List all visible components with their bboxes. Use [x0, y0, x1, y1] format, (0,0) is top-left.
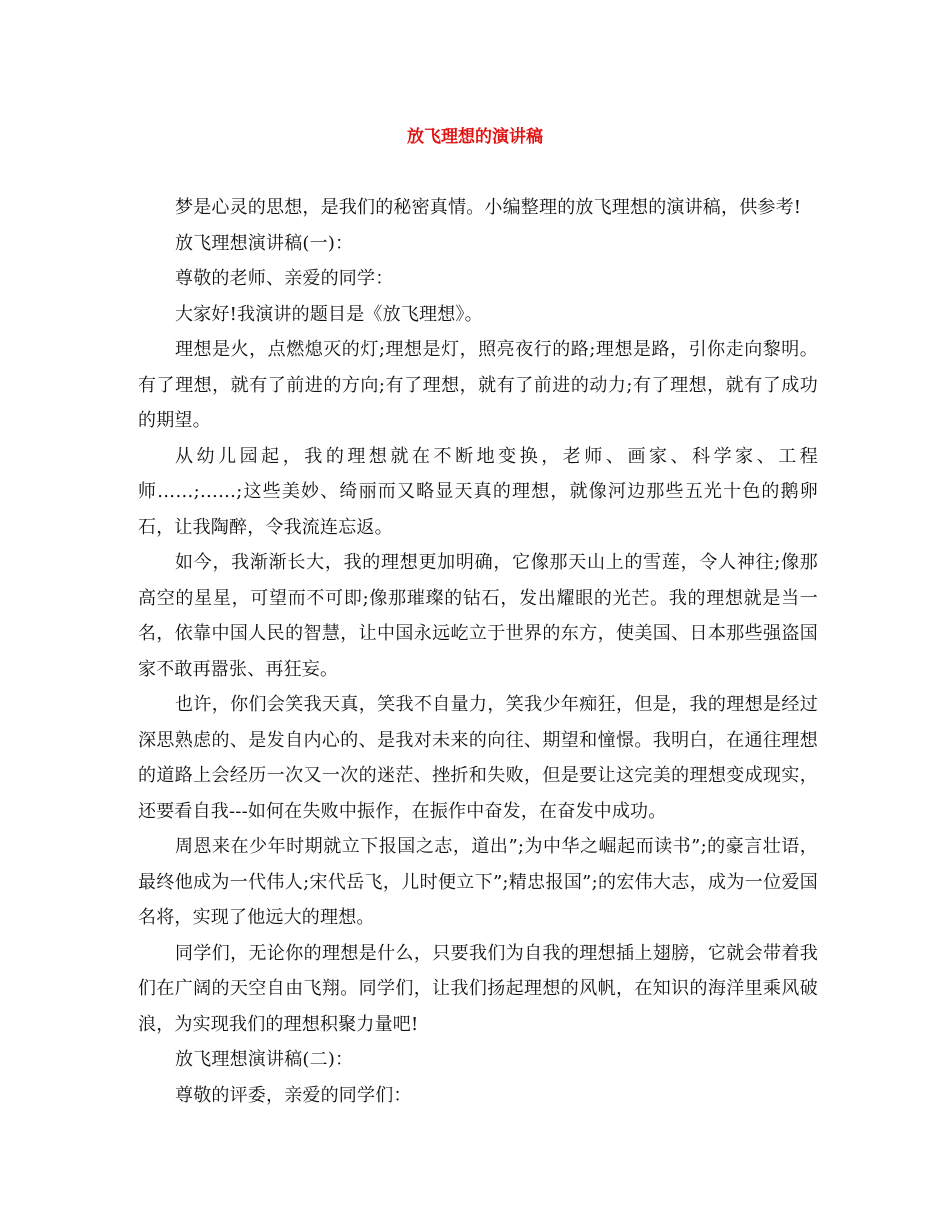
body-paragraph: 也许，你们会笑我天真，笑我不自量力，笑我少年痴狂，但是，我的理想是经过深思熟虑的、是发自内心的、是我对未来的向往、期望和憧憬。我明白，在通往理想的道路上会经历一次又一次的迷茫、挫折和失败，但是要让这完美的理想变成现实，还要看自我---如何在失败中振作，在振作中奋发，在奋发中成功。	[138, 694, 818, 822]
salutation-2: 尊敬的评委，亲爱的同学们：	[175, 1084, 412, 1106]
body-paragraph: 从幼儿园起，我的理想就在不断地变换，老师、画家、科学家、工程师……;……;这些美妙、绮丽而又略显天真的理想，就像河边那些五光十色的鹅卵石，让我陶醉，令我流连忘返。	[138, 445, 818, 538]
document-title: 放飞理想的演讲稿	[407, 127, 543, 147]
section-heading-1: 放飞理想演讲稿(一)：	[175, 232, 354, 254]
section-heading-2: 放飞理想演讲稿(二)：	[175, 1049, 354, 1070]
greeting-paragraph: 大家好!我演讲的题目是《放飞理想》。	[175, 303, 483, 325]
body-paragraph: 理想是火，点燃熄灭的灯;理想是灯，照亮夜行的路;理想是路，引你走向黎明。有了理想，就有了前进的方向;有了理想，就有了前进的动力;有了理想，就有了成功的期望。	[138, 339, 818, 431]
body-paragraph: 同学们，无论你的理想是什么，只要我们为自我的理想插上翅膀，它就会带着我们在广阔的天空自由飞翔。同学们，让我们扬起理想的风帆，在知识的海洋里乘风破浪，为实现我们的理想积聚力量吧!	[138, 942, 818, 1035]
intro-paragraph: 梦是心灵的思想，是我们的秘密真情。小编整理的放飞理想的演讲稿，供参考!	[175, 197, 802, 218]
document-body	[138, 190, 818, 1113]
salutation-1: 尊敬的老师、亲爱的同学：	[175, 268, 394, 289]
body-paragraph: 如今，我渐渐长大，我的理想更加明确，它像那天山上的雪莲，令人神往;像那高空的星星，可望而不可即;像那璀璨的钻石，发出耀眼的光芒。我的理想就是当一名，依靠中国人民的智慧，让中国永远屹立于世界的东方，使美国、日本那些强盗国家不敢再嚣张、再狂妄。	[138, 552, 818, 680]
body-paragraph: 周恩来在少年时期就立下报国之志，道出”;为中华之崛起而读书”;的豪言壮语，最终他成为一代伟人;宋代岳飞，儿时便立下”;精忠报国”;的宏伟大志，成为一位爱国名将，实现了他远大的理想。	[138, 836, 818, 928]
